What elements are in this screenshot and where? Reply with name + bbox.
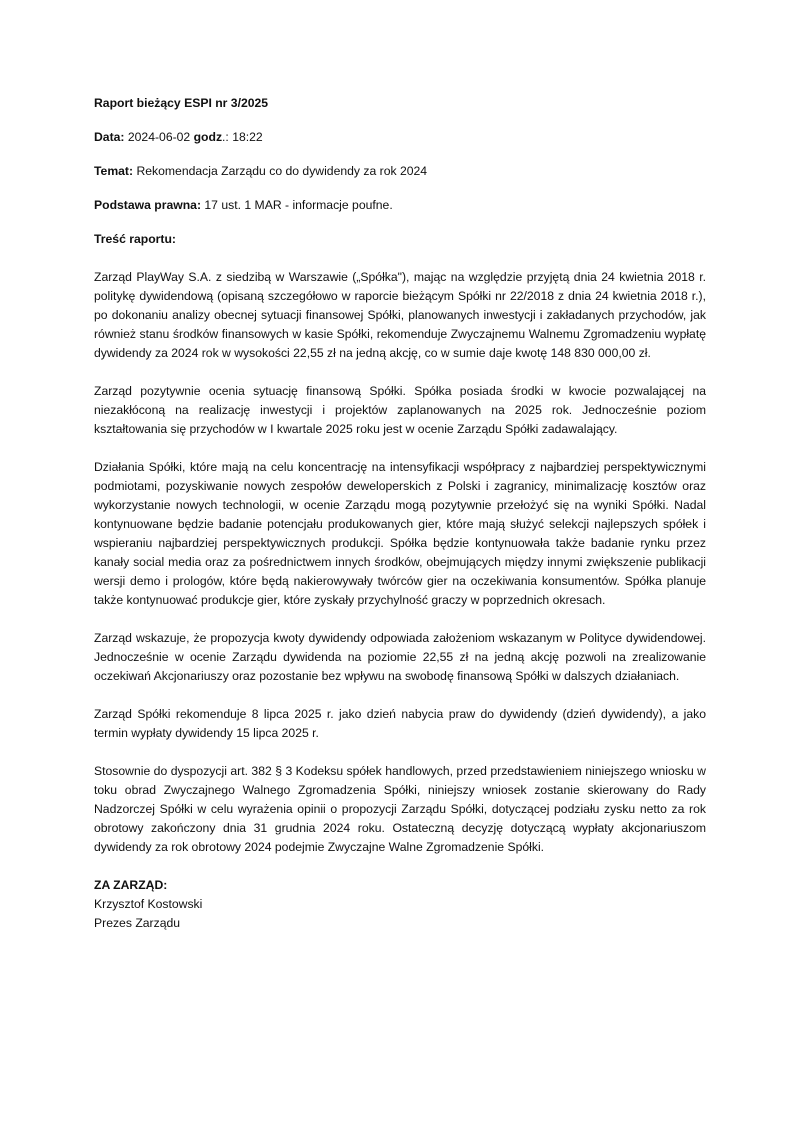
report-title: Raport bieżący ESPI nr 3/2025	[94, 96, 269, 110]
signature-role: Prezes Zarządu	[94, 916, 181, 930]
date-label: Data:	[94, 130, 125, 144]
paragraph-dividend-policy: Zarząd wskazuje, że propozycja kwoty dywidendy odpowiada założeniom wskazanym w Polityce dywidendowej. Jednocześnie w ocenie Zarządu dywidenda na poziomie 22,55 zł na jedną akcję pozwoli na zrealizowanie oczekiwań Akcjonariuszy oraz pozostanie bez wpływu na swobodę finansową Spółki w dalszych działaniach.	[94, 631, 706, 683]
report-document	[94, 94, 706, 933]
paragraph-legal-procedure: Stosownie do dyspozycji art. 382 § 3 Kodeksu spółek handlowych, przed przedstawieniem niniejszego wniosku w toku obrad Zwyczajnego Walnego Zgromadzenia Spółki, niniejszy wniosek zostanie skierowany do Rady Nadzorczej Spółki w celu wyrażenia opinii o propozycji Zarządu Spółki, dotyczącej podziału zysku netto za rok obrotowy zakończony dnia 31 grudnia 2024 roku. Ostateczną decyzję dotyczącą wypłaty akcjonariuszom dywidendy za rok obrotowy 2024 podejmie Zwyczajne Walne Zgromadzenie Spółki.	[94, 764, 706, 854]
signature-block	[94, 876, 706, 933]
content-heading: Treść raportu:	[94, 232, 176, 246]
report-subject	[94, 162, 706, 181]
date-value: 2024-06-02	[124, 130, 194, 144]
paragraph-company-activities: Działania Spółki, które mają na celu koncentrację na intensyfikacji współpracy z najbardziej perspektywicznymi podmiotami, pozyskiwanie nowych zespołów deweloperskich z Polski i zagranicy, minimalizację kosztów oraz wykorzystanie nowych technologii, w ocenie Zarządu mogą pozytywnie przełożyć się na wyniki Spółki. Nadal kontynuowane będzie badanie potencjału produkowanych gier, które mają służyć selekcji najlepszych spółek i wspieraniu najbardziej perspektywicznych produkcji. Spółka będzie kontynuowała także badanie rynku przez kanały social media oraz za pośrednictwem innych środków, obejmujących między innymi zwiększenie publikacji wersji demo i prologów, które będą nakierowywały twórców gier na oczekiwania konsumentów. Spółka planuje także kontynuować produkcje gier, które zyskały przychylność graczy w poprzednich okresach.	[94, 460, 706, 607]
report-date	[94, 128, 706, 147]
paragraph-dividend-dates: Zarząd Spółki rekomenduje 8 lipca 2025 r. jako dzień nabycia praw do dywidendy (dzień dywidendy), a jako termin wypłaty dywidendy 15 lipca 2025 r.	[94, 707, 706, 740]
subject-value: Rekomendacja Zarządu co do dywidendy za rok 2024	[133, 164, 428, 178]
report-legal-basis	[94, 196, 706, 215]
paragraph-financial-assessment: Zarząd pozytywnie ocenia sytuację finansową Spółki. Spółka posiada środki w kwocie pozwalającej na niezakłóconą na realizację inwestycji i projektów zaplanowanych na 2025 rok. Jednocześnie poziom kształtowania się przychodów w I kwartale 2025 roku jest w ocenie Zarządu Spółki zadawalający.	[94, 384, 706, 436]
signature-name: Krzysztof Kostowski	[94, 897, 203, 911]
time-value: .: 18:22	[222, 130, 263, 144]
legal-label: Podstawa prawna:	[94, 198, 202, 212]
time-label: godz	[193, 130, 223, 144]
subject-label: Temat:	[94, 164, 134, 178]
paragraph-dividend-recommendation: Zarząd PlayWay S.A. z siedzibą w Warszawie („Spółka"), mając na względzie przyjętą dnia 24 kwietnia 2018 r. politykę dywidendową (opisaną szczegółowo w raporcie bieżącym Spółki nr 22/2018 z dnia 24 kwietnia 2018 r.), po dokonaniu analizy obecnej sytuacji finansowej Spółki, planowanych inwestycji i zakładanych przychodów, jak również stanu środków finansowych w kasie Spółki, rekomenduje Zwyczajnemu Walnemu Zgromadzeniu wypłatę dywidendy za 2024 rok w wysokości 22,55 zł na jedną akcję, co w sumie daje kwotę 148 830 000,00 zł.	[94, 270, 706, 360]
signature-label: ZA ZARZĄD:	[94, 878, 168, 892]
legal-value: 17 ust. 1 MAR - informacje poufne.	[201, 198, 393, 212]
